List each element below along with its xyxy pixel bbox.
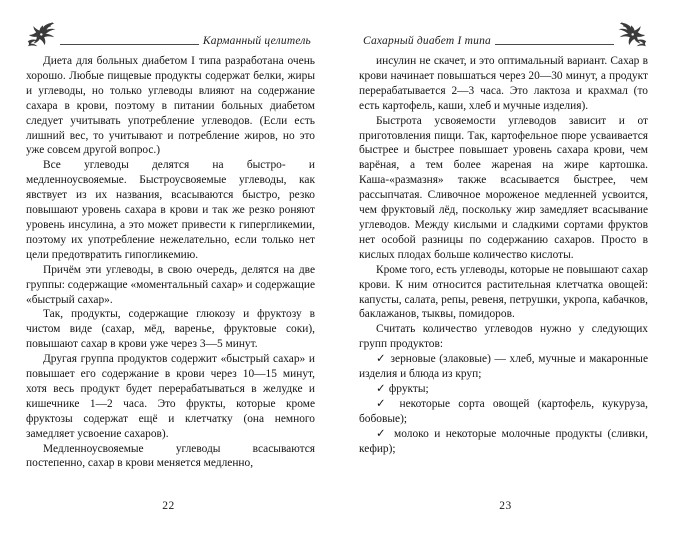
- check-icon: ✓: [376, 382, 387, 395]
- list-item-label: молоко и некоторые молочные продукты (сливки, кефир);: [359, 427, 648, 455]
- paragraph: инсулин не скачет, и это оптимальный вариант. Сахар в крови начинает повышаться через 20—30 минут, а продукт перерабатывается 2—3 часа. Это лактоза и крахмал (то есть картофель, каши, хлеб и мучные изделия).: [359, 55, 648, 112]
- floral-ornament-icon: [26, 22, 60, 48]
- list-item: [359, 427, 648, 457]
- list-item: [359, 397, 648, 427]
- list-item-label: фрукты;: [388, 382, 429, 395]
- running-head-title-right: Сахарный диабет I типа: [363, 34, 491, 47]
- right-page-body: [359, 54, 648, 456]
- list-item-label: некоторые сорта овощей (картофель, кукуруза, бобовые);: [359, 397, 648, 425]
- floral-ornament-icon: [614, 22, 648, 48]
- header-rule-left: [60, 44, 199, 45]
- paragraph: Другая группа продуктов содержит «быстрый сахар» и повышает его содержание в крови через 10—15 минут, хотя весь продукт будет перерабатываться в желудке и кишечнике 1—2 часа. Это фрукты, которые кроме фруктозы содержат ещё и клетчатку (она немного замедляет усвоение сахаров).: [26, 353, 315, 440]
- paragraph: Все углеводы делятся на быстро- и медленноусвояемые. Быстроусвояемые углеводы, как явствует из их названия, всасываются быстро, резко повышают уровень сахара в крови и так же резко роняют уровень инсулина, а это может привести к гипергликемии, поэтому их употребление нежелательно, если только нет цели предотвратить гипогликемию.: [26, 159, 315, 261]
- running-head-title-left: Карманный целитель: [202, 34, 311, 47]
- header-rule-right: [495, 44, 614, 45]
- list-item-label: зерновые (злаковые) — хлеб, мучные и макаронные изделия и блюда из круп;: [359, 353, 648, 381]
- left-page-header: [26, 18, 315, 48]
- check-icon: ✓: [376, 427, 389, 440]
- page-number-left: 22: [162, 500, 175, 512]
- paragraph: Считать количество углеводов нужно у следующих групп продуктов:: [359, 323, 648, 351]
- left-page-body: [26, 54, 315, 471]
- paragraph: Причём эти углеводы, в свою очередь, делятся на две группы: содержащие «моментальный сахар» и содержащие «быстрый сахар».: [26, 263, 315, 306]
- paragraph: Так, продукты, содержащие глюкозу и фруктозу в чистом виде (сахар, мёд, варенье, фруктовые соки), повышают сахар в крови уже через 3—5 минут.: [26, 308, 315, 351]
- list-item: [359, 352, 648, 382]
- right-page: [337, 0, 674, 540]
- paragraph: Кроме того, есть углеводы, которые не повышают сахар крови. К ним относится растительная клетчатка овощей: капусты, салата, репы, ревеня, петрушки, укропа, кабачков, баклажанов, тыквы, помидоров.: [359, 263, 648, 321]
- paragraph: Быстрота усвояемости углеводов зависит и от приготовления пищи. Так, картофельное пюре усваивается быстрее и быстрее повышает уровень сахара крови, чем варёная, а тем более жареная на жире картошка. Каша-«размазня» также всасывается быстрее, чем рассыпчатая. Сливочное мороженое медленней усвоится, чем фруктовый лёд, поскольку жир замедляет всасывание углеводов. Между кислыми и сладкими сортами фруктов нет особой разницы по содержанию сахаров. Просто в кислых плодах больше количество кислоты.: [359, 114, 648, 261]
- page-number-right: 23: [499, 500, 512, 512]
- paragraph: Медленноусвояемые углеводы всасываются постепенно, сахар в крови меняется медленно,: [26, 442, 315, 470]
- paragraph: Диета для больных диабетом I типа разработана очень хорошо. Любые пищевые продукты содержат белки, жиры и углеводы, но только углеводы влияют на содержание сахара в крови, поэтому в питании больных диабетом следует учитывать употребление углеводов. (Если есть лишний вес, то учитывают и потребление жиров, но это уже совсем другой вопрос.): [26, 55, 315, 157]
- list-item: [359, 382, 648, 397]
- check-icon: ✓: [376, 353, 387, 366]
- right-page-header: [359, 18, 648, 48]
- check-icon: ✓: [376, 397, 392, 410]
